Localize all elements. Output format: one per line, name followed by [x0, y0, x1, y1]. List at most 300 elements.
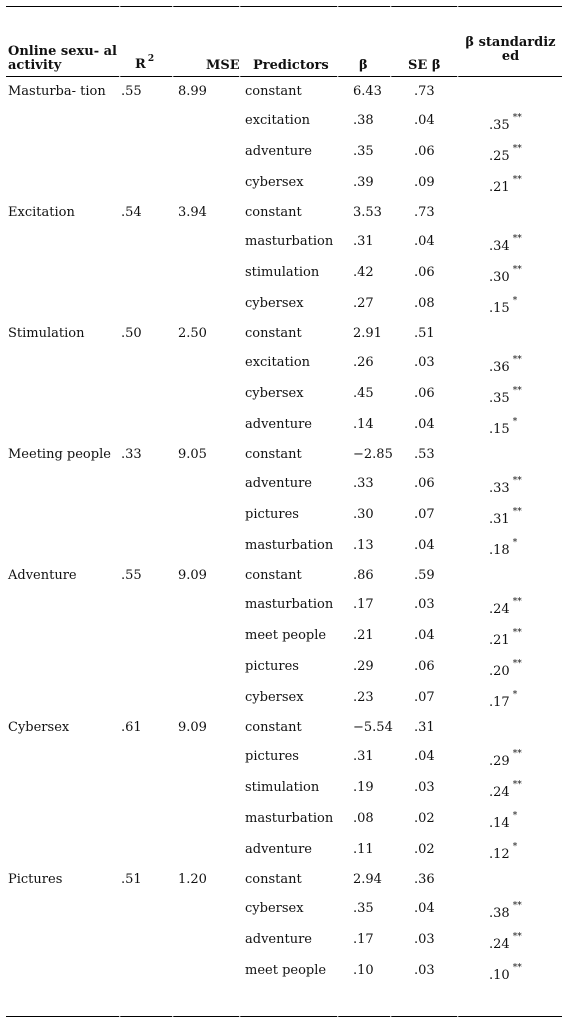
- se-beta-cell: .08: [390, 288, 457, 319]
- r2-cell: .55: [119, 77, 172, 105]
- beta-cell: 6.43: [337, 77, 390, 105]
- beta-standardized-cell: [457, 713, 562, 741]
- mse-cell-empty: [172, 682, 239, 713]
- bottom-rule-segment: [457, 986, 562, 1017]
- r2-cell-empty: [119, 499, 172, 530]
- r2-cell-empty: [119, 378, 172, 409]
- predictor-cell: constant: [239, 440, 337, 468]
- mse-cell: 3.94: [172, 198, 239, 226]
- beta-standardized-value: .35: [489, 391, 510, 406]
- bottom-rule-segment: [172, 986, 239, 1017]
- mse-cell-empty: [172, 499, 239, 530]
- table-row: [6, 440, 562, 468]
- table-row: [6, 288, 562, 319]
- mse-cell-empty: [172, 347, 239, 378]
- se-beta-cell: .04: [390, 620, 457, 651]
- mse-cell-empty: [172, 834, 239, 865]
- beta-standardized-value: .24: [489, 937, 510, 952]
- predictor-cell: pictures: [239, 651, 337, 682]
- table-row: [6, 198, 562, 226]
- beta-standardized-value: .29: [489, 754, 510, 769]
- mse-cell-empty: [172, 167, 239, 198]
- predictor-cell: cybersex: [239, 167, 337, 198]
- mse-cell-empty: [172, 924, 239, 955]
- header-r2-label: R: [135, 57, 146, 72]
- beta-standardized-value: .18: [489, 543, 510, 558]
- significance-marker: **: [512, 780, 522, 790]
- r2-cell-empty: [119, 105, 172, 136]
- se-beta-cell: .03: [390, 347, 457, 378]
- mse-cell-empty: [172, 136, 239, 167]
- table-row: [6, 561, 562, 589]
- mse-cell-empty: [172, 288, 239, 319]
- se-beta-cell: .03: [390, 955, 457, 986]
- beta-cell: .45: [337, 378, 390, 409]
- beta-standardized-cell: [457, 77, 562, 105]
- table-row: [6, 713, 562, 741]
- table-row: [6, 620, 562, 651]
- significance-marker: *: [512, 417, 518, 427]
- bottom-rule-segment: [6, 986, 119, 1017]
- se-beta-cell: .03: [390, 772, 457, 803]
- predictor-cell: constant: [239, 77, 337, 105]
- predictor-cell: excitation: [239, 105, 337, 136]
- beta-cell: .86: [337, 561, 390, 589]
- table-row: [6, 955, 562, 986]
- beta-standardized-value: .10: [489, 968, 510, 983]
- beta-standardized-cell: [457, 347, 562, 378]
- beta-cell: .30: [337, 499, 390, 530]
- r2-cell: .55: [119, 561, 172, 589]
- predictor-cell: constant: [239, 198, 337, 226]
- predictor-cell: masturbation: [239, 589, 337, 620]
- se-beta-cell: .59: [390, 561, 457, 589]
- table-row: [6, 378, 562, 409]
- beta-standardized-value: .20: [489, 664, 510, 679]
- mse-cell: 9.09: [172, 713, 239, 741]
- se-beta-cell: .03: [390, 589, 457, 620]
- beta-standardized-value: .21: [489, 180, 510, 195]
- mse-cell: 9.09: [172, 561, 239, 589]
- beta-standardized-cell: [457, 893, 562, 924]
- significance-marker: **: [512, 749, 522, 759]
- header-beta-label: β: [359, 58, 368, 73]
- activity-cell-empty: [6, 257, 119, 288]
- beta-standardized-cell: [457, 620, 562, 651]
- predictor-cell: constant: [239, 713, 337, 741]
- beta-standardized-cell: [457, 257, 562, 288]
- significance-marker: **: [512, 597, 522, 607]
- beta-standardized-value: .35: [489, 118, 510, 133]
- r2-cell-empty: [119, 257, 172, 288]
- activity-cell-empty: [6, 499, 119, 530]
- se-beta-cell: .51: [390, 319, 457, 347]
- predictor-cell: meet people: [239, 955, 337, 986]
- mse-cell-empty: [172, 530, 239, 561]
- header-se-beta-label: SE β: [408, 58, 441, 73]
- r2-cell-empty: [119, 167, 172, 198]
- beta-standardized-cell: [457, 378, 562, 409]
- beta-standardized-cell: [457, 468, 562, 499]
- beta-standardized-value: .12: [489, 847, 510, 862]
- beta-standardized-cell: [457, 772, 562, 803]
- mse-cell: 1.20: [172, 865, 239, 893]
- significance-marker: **: [512, 144, 522, 154]
- beta-standardized-value: .17: [489, 695, 510, 710]
- se-beta-cell: .02: [390, 834, 457, 865]
- beta-cell: .31: [337, 741, 390, 772]
- significance-marker: **: [512, 386, 522, 396]
- header-beta-standardized-label: β standardiz ed: [465, 35, 556, 64]
- se-beta-cell: .04: [390, 530, 457, 561]
- se-beta-cell: .31: [390, 713, 457, 741]
- mse-cell: 2.50: [172, 319, 239, 347]
- activity-cell-empty: [6, 167, 119, 198]
- table-row: [6, 834, 562, 865]
- table-row: [6, 741, 562, 772]
- se-beta-cell: .06: [390, 378, 457, 409]
- significance-marker: **: [512, 234, 522, 244]
- beta-standardized-value: .15: [489, 301, 510, 316]
- table-body: [6, 77, 562, 1017]
- beta-standardized-cell: [457, 530, 562, 561]
- beta-standardized-cell: [457, 288, 562, 319]
- beta-cell: .11: [337, 834, 390, 865]
- se-beta-cell: .09: [390, 167, 457, 198]
- beta-standardized-cell: [457, 105, 562, 136]
- beta-standardized-value: .36: [489, 360, 510, 375]
- activity-cell-empty: [6, 893, 119, 924]
- r2-cell-empty: [119, 347, 172, 378]
- significance-marker: **: [512, 963, 522, 973]
- se-beta-cell: .36: [390, 865, 457, 893]
- table-row: [6, 772, 562, 803]
- se-beta-cell: .04: [390, 105, 457, 136]
- predictor-cell: adventure: [239, 409, 337, 440]
- activity-cell: Cybersex: [8, 719, 70, 735]
- regression-table-container: [6, 6, 562, 1017]
- header-se-beta: [390, 6, 457, 77]
- header-r2: [119, 6, 172, 77]
- table-row: [6, 893, 562, 924]
- bottom-rule-segment: [337, 986, 390, 1017]
- beta-standardized-cell: [457, 409, 562, 440]
- significance-marker: *: [512, 811, 518, 821]
- beta-cell: 3.53: [337, 198, 390, 226]
- table-row: [6, 468, 562, 499]
- beta-cell: .38: [337, 105, 390, 136]
- table-row: [6, 226, 562, 257]
- table-row: [6, 803, 562, 834]
- beta-standardized-value: .24: [489, 602, 510, 617]
- table-row: [6, 347, 562, 378]
- header-beta: [337, 6, 390, 77]
- table-row: [6, 257, 562, 288]
- bottom-rule-segment: [239, 986, 337, 1017]
- r2-cell-empty: [119, 226, 172, 257]
- activity-cell-empty: [6, 378, 119, 409]
- significance-marker: **: [512, 659, 522, 669]
- predictor-cell: adventure: [239, 924, 337, 955]
- se-beta-cell: .73: [390, 198, 457, 226]
- activity-cell-empty: [6, 136, 119, 167]
- mse-cell-empty: [172, 226, 239, 257]
- se-beta-cell: .04: [390, 741, 457, 772]
- r2-cell: .50: [119, 319, 172, 347]
- header-predictors-label: Predictors: [253, 58, 329, 73]
- se-beta-cell: .06: [390, 136, 457, 167]
- se-beta-cell: .06: [390, 651, 457, 682]
- beta-cell: .23: [337, 682, 390, 713]
- beta-cell: .14: [337, 409, 390, 440]
- se-beta-cell: .07: [390, 682, 457, 713]
- r2-cell-empty: [119, 834, 172, 865]
- se-beta-cell: .06: [390, 257, 457, 288]
- table-bottom-rule: [6, 986, 562, 1017]
- activity-cell-empty: [6, 955, 119, 986]
- table-header: [6, 6, 562, 77]
- mse-cell-empty: [172, 409, 239, 440]
- beta-cell: −5.54: [337, 713, 390, 741]
- header-mse-label: MSE: [206, 58, 240, 73]
- activity-cell-empty: [6, 530, 119, 561]
- predictor-cell: meet people: [239, 620, 337, 651]
- table-row: [6, 865, 562, 893]
- beta-standardized-cell: [457, 955, 562, 986]
- beta-standardized-value: .38: [489, 906, 510, 921]
- beta-cell: .42: [337, 257, 390, 288]
- significance-marker: *: [512, 538, 518, 548]
- table-row: [6, 136, 562, 167]
- predictor-cell: masturbation: [239, 530, 337, 561]
- r2-cell-empty: [119, 136, 172, 167]
- mse-cell-empty: [172, 955, 239, 986]
- mse-cell-empty: [172, 893, 239, 924]
- beta-cell: .35: [337, 893, 390, 924]
- mse-cell-empty: [172, 105, 239, 136]
- activity-cell-empty: [6, 409, 119, 440]
- beta-standardized-value: .34: [489, 239, 510, 254]
- beta-standardized-cell: [457, 319, 562, 347]
- r2-cell-empty: [119, 924, 172, 955]
- activity-cell-empty: [6, 589, 119, 620]
- r2-cell-empty: [119, 803, 172, 834]
- beta-standardized-cell: [457, 682, 562, 713]
- se-beta-cell: .04: [390, 409, 457, 440]
- predictor-cell: adventure: [239, 136, 337, 167]
- header-activity-label: Online sexu- al activity: [8, 44, 117, 73]
- beta-cell: .21: [337, 620, 390, 651]
- beta-cell: .13: [337, 530, 390, 561]
- activity-cell-empty: [6, 924, 119, 955]
- beta-cell: .17: [337, 589, 390, 620]
- significance-marker: **: [512, 355, 522, 365]
- r2-cell-empty: [119, 409, 172, 440]
- mse-cell-empty: [172, 651, 239, 682]
- mse-cell-empty: [172, 589, 239, 620]
- r2-cell-empty: [119, 651, 172, 682]
- r2-cell-empty: [119, 620, 172, 651]
- beta-standardized-cell: [457, 226, 562, 257]
- beta-standardized-cell: [457, 803, 562, 834]
- beta-cell: .10: [337, 955, 390, 986]
- beta-cell: .08: [337, 803, 390, 834]
- header-r2-sup: 2: [147, 54, 155, 64]
- header-predictors: [239, 6, 337, 77]
- beta-cell: −2.85: [337, 440, 390, 468]
- bottom-rule-segment: [119, 986, 172, 1017]
- r2-cell-empty: [119, 955, 172, 986]
- activity-cell: Pictures: [8, 871, 63, 887]
- beta-standardized-cell: [457, 136, 562, 167]
- mse-cell-empty: [172, 620, 239, 651]
- table-row: [6, 167, 562, 198]
- beta-cell: .26: [337, 347, 390, 378]
- activity-cell-empty: [6, 105, 119, 136]
- r2-cell-empty: [119, 741, 172, 772]
- activity-cell: Meeting people: [8, 446, 111, 462]
- beta-standardized-cell: [457, 651, 562, 682]
- r2-cell: .61: [119, 713, 172, 741]
- header-beta-standardized: [457, 6, 562, 77]
- se-beta-cell: .07: [390, 499, 457, 530]
- r2-cell-empty: [119, 682, 172, 713]
- mse-cell-empty: [172, 468, 239, 499]
- activity-cell: Adventure: [8, 567, 77, 583]
- activity-cell-empty: [6, 651, 119, 682]
- beta-standardized-value: .30: [489, 270, 510, 285]
- mse-cell-empty: [172, 378, 239, 409]
- beta-standardized-cell: [457, 440, 562, 468]
- beta-cell: .35: [337, 136, 390, 167]
- r2-cell-empty: [119, 468, 172, 499]
- se-beta-cell: .04: [390, 893, 457, 924]
- activity-cell: Stimulation: [8, 325, 85, 341]
- beta-standardized-cell: [457, 924, 562, 955]
- beta-cell: .39: [337, 167, 390, 198]
- beta-cell: .29: [337, 651, 390, 682]
- se-beta-cell: .73: [390, 77, 457, 105]
- predictor-cell: excitation: [239, 347, 337, 378]
- activity-cell: Excitation: [8, 204, 75, 220]
- mse-cell-empty: [172, 772, 239, 803]
- significance-marker: **: [512, 901, 522, 911]
- significance-marker: **: [512, 113, 522, 123]
- beta-standardized-cell: [457, 561, 562, 589]
- predictor-cell: masturbation: [239, 226, 337, 257]
- table-row: [6, 499, 562, 530]
- predictor-cell: pictures: [239, 499, 337, 530]
- beta-cell: .27: [337, 288, 390, 319]
- beta-standardized-cell: [457, 198, 562, 226]
- activity-cell-empty: [6, 468, 119, 499]
- predictor-cell: stimulation: [239, 257, 337, 288]
- activity-cell-empty: [6, 741, 119, 772]
- header-mse: [172, 6, 239, 77]
- beta-standardized-cell: [457, 499, 562, 530]
- beta-standardized-value: .21: [489, 633, 510, 648]
- significance-marker: **: [512, 932, 522, 942]
- mse-cell: 8.99: [172, 77, 239, 105]
- predictor-cell: constant: [239, 319, 337, 347]
- beta-cell: .33: [337, 468, 390, 499]
- activity-cell-empty: [6, 803, 119, 834]
- se-beta-cell: .02: [390, 803, 457, 834]
- se-beta-cell: .03: [390, 924, 457, 955]
- table-row: [6, 651, 562, 682]
- beta-standardized-value: .14: [489, 816, 510, 831]
- table-row: [6, 409, 562, 440]
- beta-standardized-cell: [457, 834, 562, 865]
- predictor-cell: stimulation: [239, 772, 337, 803]
- se-beta-cell: .06: [390, 468, 457, 499]
- activity-cell-empty: [6, 226, 119, 257]
- r2-cell-empty: [119, 772, 172, 803]
- significance-marker: **: [512, 265, 522, 275]
- predictor-cell: pictures: [239, 741, 337, 772]
- significance-marker: **: [512, 507, 522, 517]
- activity-cell-empty: [6, 288, 119, 319]
- table-row: [6, 589, 562, 620]
- r2-cell-empty: [119, 530, 172, 561]
- r2-cell: .33: [119, 440, 172, 468]
- mse-cell-empty: [172, 257, 239, 288]
- beta-standardized-cell: [457, 865, 562, 893]
- significance-marker: *: [512, 690, 518, 700]
- beta-cell: 2.94: [337, 865, 390, 893]
- table-row: [6, 530, 562, 561]
- beta-standardized-value: .25: [489, 149, 510, 164]
- table-row: [6, 319, 562, 347]
- predictor-cell: constant: [239, 561, 337, 589]
- header-activity: [6, 6, 119, 77]
- table-row: [6, 924, 562, 955]
- activity-cell-empty: [6, 682, 119, 713]
- significance-marker: **: [512, 175, 522, 185]
- predictor-cell: masturbation: [239, 803, 337, 834]
- activity-cell-empty: [6, 347, 119, 378]
- regression-table: [6, 6, 562, 1017]
- beta-cell: .19: [337, 772, 390, 803]
- r2-cell: .51: [119, 865, 172, 893]
- activity-cell-empty: [6, 834, 119, 865]
- significance-marker: **: [512, 476, 522, 486]
- activity-cell: Masturba- tion: [8, 83, 106, 99]
- table-row: [6, 682, 562, 713]
- predictor-cell: adventure: [239, 468, 337, 499]
- significance-marker: *: [512, 842, 518, 852]
- beta-standardized-value: .33: [489, 481, 510, 496]
- significance-marker: **: [512, 628, 522, 638]
- predictor-cell: cybersex: [239, 893, 337, 924]
- r2-cell-empty: [119, 589, 172, 620]
- predictor-cell: constant: [239, 865, 337, 893]
- mse-cell-empty: [172, 803, 239, 834]
- table-row: [6, 77, 562, 105]
- activity-cell-empty: [6, 772, 119, 803]
- mse-cell: 9.05: [172, 440, 239, 468]
- predictor-cell: cybersex: [239, 378, 337, 409]
- table-row: [6, 105, 562, 136]
- r2-cell: .54: [119, 198, 172, 226]
- beta-standardized-cell: [457, 167, 562, 198]
- se-beta-cell: .04: [390, 226, 457, 257]
- predictor-cell: cybersex: [239, 288, 337, 319]
- beta-cell: .31: [337, 226, 390, 257]
- mse-cell-empty: [172, 741, 239, 772]
- significance-marker: *: [512, 296, 518, 306]
- beta-cell: .17: [337, 924, 390, 955]
